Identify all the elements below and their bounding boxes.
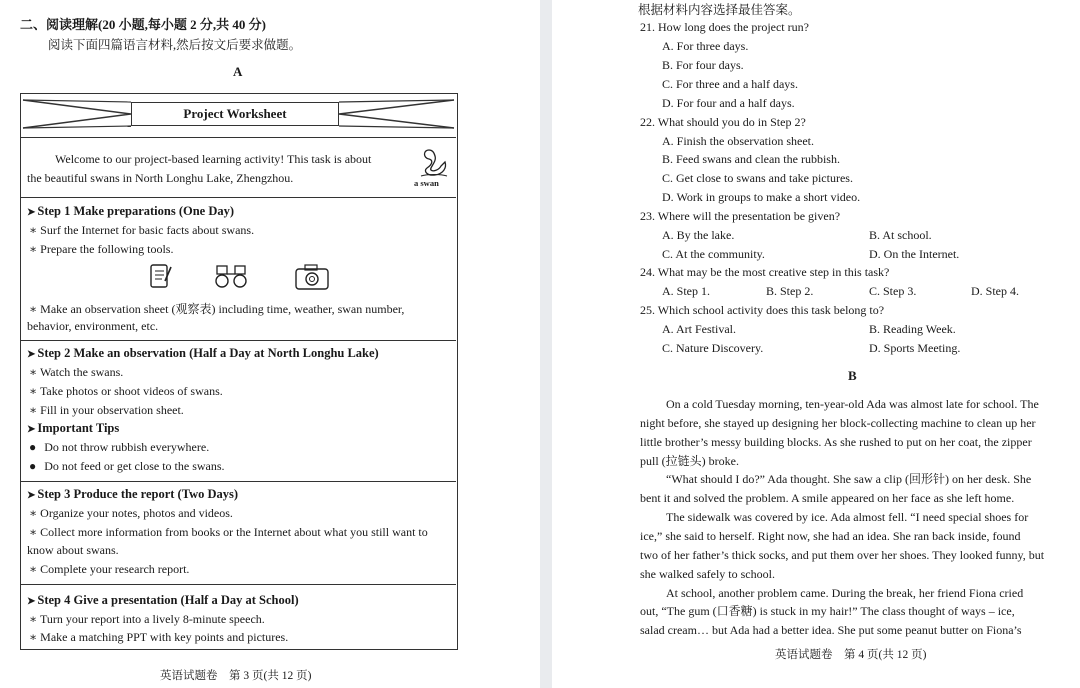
worksheet-title: Project Worksheet [131,102,339,126]
welcome-line-1: Welcome to our project-based learning activity! This task is about [55,152,372,166]
option: C. Step 3. [869,284,917,298]
option: C. For three and a half days. [662,77,798,91]
binoculars-icon [213,262,249,290]
option: A. For three days. [662,39,749,53]
passage-line: pull (拉链头) broke. [640,454,739,468]
question-22: 22. What should you do in Step 2? [640,115,806,129]
passage-line: little brother’s messy building blocks. As she rushed to put on her coat, the zipper [640,435,1032,449]
question-25: 25. Which school activity does this task belong to? [640,303,885,317]
step-3-item: ∗ Organize your notes, photos and videos. [29,506,233,520]
option: B. For four days. [662,58,744,72]
step-2-title: ➤ Step 2 Make an observation (Half a Day at North Longhu Lake) [27,346,379,360]
option: D. Work in groups to make a short video. [662,190,861,204]
option: B. At school. [869,228,932,242]
passage-line: ice,” she said to herself. Right now, she had an idea. She ran back inside, found [640,529,1021,543]
welcome-line-2: the beautiful swans in North Longhu Lake, Zhengzhou. [27,171,294,185]
option: A. Art Festival. [662,322,736,336]
step-1-item: ∗ Prepare the following tools. [29,242,174,256]
step-3-title: ➤ Step 3 Produce the report (Two Days) [27,487,239,501]
passage-letter-a: A [233,64,243,79]
question-23: 23. Where will the presentation be given? [640,209,841,223]
passage-line: bent it and solved the problem. A smile appeared on her face as she left home. [640,491,1015,505]
swan-icon [419,146,449,178]
passage-line: she walked safely to school. [640,567,775,581]
step-1-item: ∗ Surf the Internet for basic facts about swans. [29,223,255,237]
passage-line: two of her father’s thick socks, and put them over her shoes. They looked funny, but [640,548,1045,562]
step-3-box [21,482,456,585]
step-4-item: ∗ Turn your report into a lively 8-minute speech. [29,612,265,626]
option: C. Nature Discovery. [662,341,764,355]
option: D. Sports Meeting. [869,341,961,355]
option: B. Reading Week. [869,322,956,336]
step-1-title: ➤ Step 1 Make preparations (One Day) [27,204,235,218]
collect-line-1: ∗ Collect more information from books or the Internet about what you still want to [29,525,428,539]
option: B. Step 2. [766,284,814,298]
option: D. Step 4. [971,284,1019,298]
worksheet-banner [21,94,456,138]
step-4-box [21,585,456,649]
passage-letter-b: B [848,368,857,383]
step-4-item: ∗ Make a matching PPT with key points and pictures. [29,630,289,644]
questions-instruction: 根据材料内容选择最佳答案。 [638,3,801,17]
right-page-footer: 英语试题卷 第 4 页(共 12 页) [775,649,927,661]
option: D. On the Internet. [869,247,960,261]
option: B. Feed swans and clean the rubbish. [662,152,840,166]
step-2-item: ∗ Take photos or shoot videos of swans. [29,384,223,398]
option: A. Step 1. [662,284,710,298]
step-3-item: ∗ Complete your research report. [29,562,190,576]
option: C. Get close to swans and take pictures. [662,171,853,185]
passage-line: salad cream… but Ada had a better idea. She put some peanut butter on Fiona’s [640,623,1022,637]
observation-sheet-line-2: behavior, environment, etc. [27,319,159,333]
camera-icon [293,263,331,291]
observation-sheet-line-1: ∗ Make an observation sheet (观察表) including time, weather, swan number, [29,302,405,316]
option: D. For four and a half days. [662,96,795,110]
important-tips-title: ➤ Important Tips [27,421,120,435]
option: C. At the community. [662,247,765,261]
passage-line: The sidewalk was covered by ice. Ada almost fell. “I need special shoes for [666,510,1029,524]
passage-line: On a cold Tuesday morning, ten-year-old Ada was almost late for school. The [666,397,1039,411]
collect-line-2: know about swans. [27,543,119,557]
worksheet-welcome [21,138,456,198]
left-page-footer: 英语试题卷 第 3 页(共 12 页) [160,670,312,682]
swan-caption: a swan [414,178,439,188]
step-2-box [21,341,456,482]
section-intro: 阅读下面四篇语言材料,然后按文后要求做题。 [48,38,302,52]
tip-item: ● Do not throw rubbish everywhere. [29,440,210,454]
option: A. Finish the observation sheet. [662,134,814,148]
passage-line: “What should I do?” Ada thought. She saw a clip (回形针) on her desk. She [666,472,1032,486]
notebook-icon [147,261,173,291]
right-page [552,0,1080,688]
step-2-item: ∗ Watch the swans. [29,365,124,379]
step-2-item: ∗ Fill in your observation sheet. [29,403,184,417]
option: A. By the lake. [662,228,735,242]
tip-item: ● Do not feed or get close to the swans. [29,459,225,473]
passage-line: At school, another problem came. During the break, her friend Fiona cried [666,586,1024,600]
passage-line: night before, she stayed up designing her block-collecting machine to clean up her [640,416,1036,430]
section-title: 二、阅读理解(20 小题,每小题 2 分,共 40 分) [20,17,266,32]
passage-line: out, “The gum (口香糖) is stuck in my hair!” The class thought of ways – ice, [640,604,1015,618]
step-1-box [21,198,456,341]
step-4-title: ➤ Step 4 Give a presentation (Half a Day at School) [27,593,299,607]
question-24: 24. What may be the most creative step in this task? [640,265,890,279]
question-21: 21. How long does the project run? [640,20,809,34]
project-worksheet [20,93,458,650]
